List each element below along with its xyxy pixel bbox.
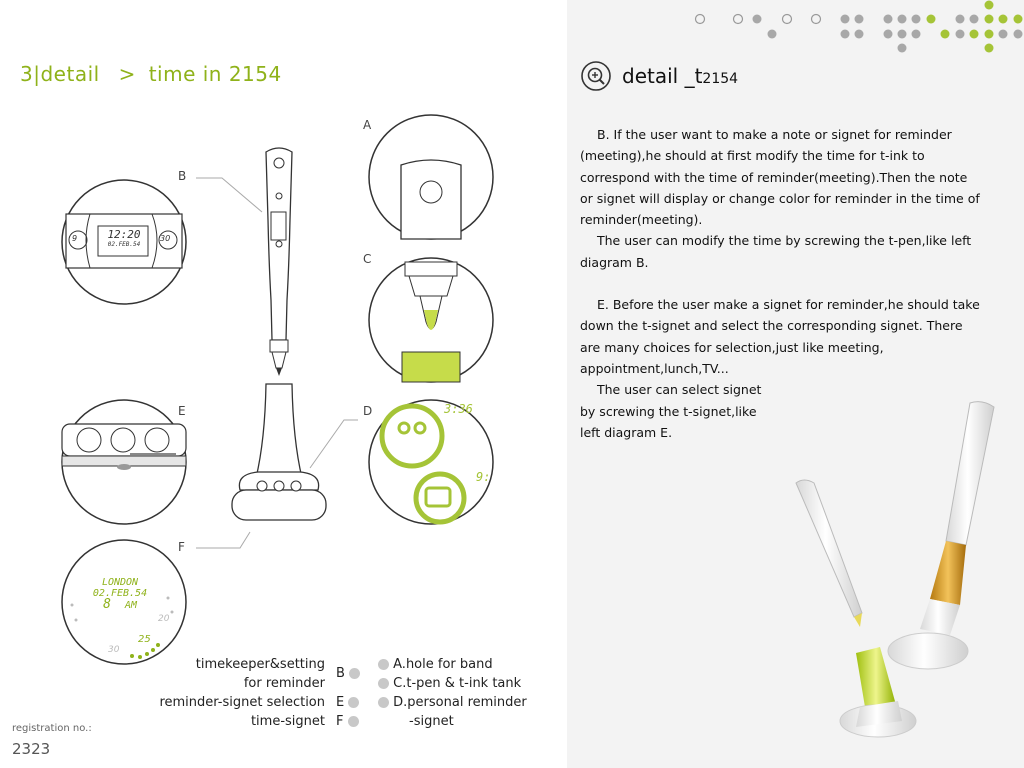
lcd-date: 02.FEB.54 [107, 241, 141, 248]
detail-circle-a [369, 115, 493, 239]
decorative-dots [0, 0, 1024, 60]
section-name: detail [40, 62, 100, 86]
breadcrumb-separator: > [118, 62, 136, 86]
legend-dot [348, 716, 359, 727]
paragraph: The user can modify the time by screwing the t-pen,like left diagram B. [580, 233, 972, 270]
paragraph: The user can select signet by screwing the t-signet,like left diagram E. [580, 382, 762, 440]
legend-item: -signet [409, 714, 454, 729]
t-signet-drawing [232, 384, 326, 520]
detail-circle-c [369, 258, 493, 382]
detail-circle-d [369, 400, 493, 524]
legend-key: C. [393, 676, 407, 691]
t-pen-drawing [266, 148, 292, 376]
legend-key: F [336, 714, 344, 729]
lcd-b [101, 229, 147, 249]
registration-number: 2323 [12, 740, 51, 758]
legend-dot [349, 668, 360, 679]
breadcrumb: time in 2154 [148, 62, 282, 86]
legend-right [378, 655, 558, 731]
detail-title-suffix: 2154 [702, 71, 739, 87]
legend-left-text [150, 655, 325, 731]
detail-header [580, 60, 738, 92]
lcd-hour: 8 [103, 597, 111, 612]
legend-key: E [336, 695, 345, 710]
label-e: E [178, 404, 186, 418]
legend-key: D. [393, 695, 408, 710]
legend-item: time-signet [250, 714, 325, 729]
label-d: D [363, 404, 373, 418]
detail-title-text: detail _t [622, 64, 703, 88]
lcd-time: 12:20 [107, 228, 141, 241]
legend-key: A. [393, 657, 406, 672]
section-number: 3 [20, 62, 34, 86]
legend-item: for reminder [243, 676, 325, 691]
lcd-d-time1: 3:36 [444, 402, 473, 416]
product-render [760, 395, 1020, 755]
lcd-city: LONDON [101, 577, 139, 588]
legend-key: B [336, 666, 345, 681]
legend-dot [378, 697, 389, 708]
paragraph: B. If the user want to make a note or signet for reminder (meeting),he should at first modify the time for t-ink to correspond with the time of reminder(meeting).Then the note or signet will display or change color for reminder in the time of reminder(meeting). [580, 127, 980, 228]
legend-item: personal reminder [407, 695, 527, 710]
legend-dot [348, 697, 359, 708]
legend-item: reminder-signet selection [159, 695, 325, 710]
label-c: C [363, 252, 372, 266]
label-f: F [178, 540, 185, 554]
lcd-f [80, 577, 160, 611]
lcd-f-25: 25 [138, 634, 151, 645]
lcd-f-20: 20 [158, 614, 170, 624]
legend-item: timekeeper&setting [195, 657, 325, 672]
lcd-date2: 02.FEB.54 [92, 588, 148, 599]
pen-display [273, 215, 284, 235]
legend-left-keys [336, 664, 368, 683]
legend-left-keys-2 [336, 693, 368, 731]
lcd-left-num: 9 [72, 234, 78, 243]
detail-title [622, 64, 738, 88]
title-divider: | [33, 62, 41, 86]
label-b: B [178, 169, 187, 183]
lcd-d-time2: 9: [476, 470, 491, 484]
registration-label: registration no.: [12, 723, 92, 734]
lcd-right-num: 30 [160, 234, 171, 243]
legend-dot [378, 678, 389, 689]
lcd-ampm: AM [124, 600, 137, 611]
lcd-f-30: 30 [108, 645, 120, 655]
legend-item: hole for band [405, 657, 493, 672]
zoom-icon [580, 60, 612, 92]
label-a: A [363, 118, 372, 132]
detail-circle-e [62, 400, 186, 524]
legend-dot [378, 659, 389, 670]
legend-item: t-pen & t-ink tank [406, 676, 522, 691]
paragraph: E. Before the user make a signet for reminder,he should take down the t-signet and select the corresponding signet. There are many choices for selection,just like meeting, appointment,lunch,TV... [580, 297, 980, 376]
